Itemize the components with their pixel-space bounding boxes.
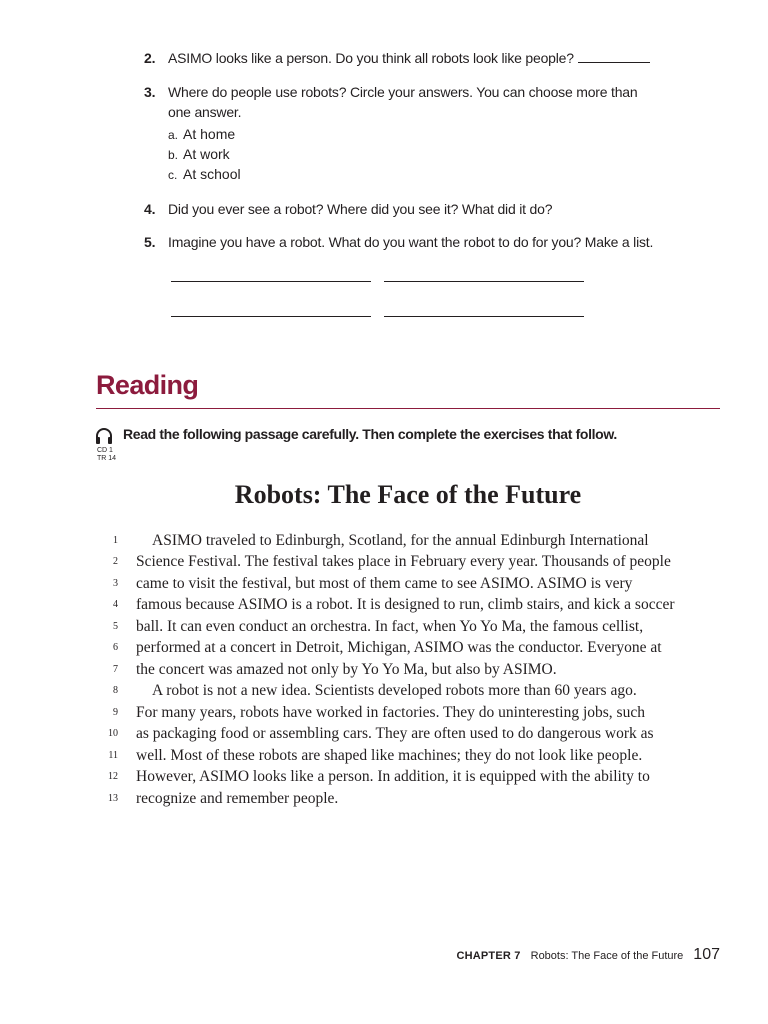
line-number: 10	[108, 728, 118, 739]
cd-label: CD 1	[97, 447, 113, 454]
line-text: ball. It can even conduct an orchestra. In fact, when Yo Yo Ma, the famous cellist,	[136, 618, 644, 635]
list-answer-line[interactable]	[171, 316, 371, 317]
line-text: famous because ASIMO is a robot. It is designed to run, climb stairs, and kick a soccer	[136, 596, 675, 613]
option-text: At work	[183, 146, 230, 162]
headphones-icon	[94, 426, 114, 446]
line-text: ASIMO traveled to Edinburgh, Scotland, for the annual Edinburgh International	[152, 532, 649, 549]
page-footer	[456, 946, 720, 965]
line-number: 6	[113, 642, 118, 653]
passage-line	[0, 530, 768, 551]
section-divider	[96, 408, 720, 409]
question-number: 5.	[144, 234, 156, 250]
passage-line	[0, 745, 768, 766]
passage-line	[0, 594, 768, 615]
option-letter: b.	[168, 148, 179, 162]
option-c[interactable]	[168, 164, 241, 185]
line-number: 1	[113, 535, 118, 546]
question-text: Imagine you have a robot. What do you want the robot to do for you? Make a list.	[168, 234, 654, 250]
question-number: 3.	[144, 84, 156, 100]
line-number: 11	[108, 750, 118, 761]
passage-title: Robots: The Face of the Future	[234, 480, 582, 509]
line-text: came to visit the festival, but most of them came to see ASIMO. ASIMO is very	[136, 575, 633, 592]
line-number: 3	[113, 578, 118, 589]
option-b[interactable]	[168, 144, 230, 165]
line-text: as packaging food or assembling cars. They are often used to do dangerous work as	[136, 725, 654, 742]
question-text: ASIMO looks like a person. Do you think all robots look like people?	[168, 48, 658, 68]
question-text: Where do people use robots? Circle your answers. You can choose more than one answer.	[168, 84, 638, 120]
line-number: 2	[113, 556, 118, 567]
line-number: 8	[113, 685, 118, 696]
option-text: At home	[183, 126, 236, 142]
line-number: 7	[113, 664, 118, 675]
option-a[interactable]	[168, 124, 235, 145]
question-number: 2.	[144, 50, 156, 66]
passage-line	[0, 573, 768, 594]
line-text: A robot is not a new idea. Scientists developed robots more than 60 years ago.	[152, 682, 637, 699]
passage-line	[0, 659, 768, 680]
section-heading: Reading	[96, 370, 199, 400]
line-text: For many years, robots have worked in factories. They do uninteresting jobs, such	[136, 704, 645, 721]
page-number: 107	[693, 946, 720, 963]
reading-instruction: Read the following passage carefully. Then complete the exercises that follow.	[123, 426, 617, 442]
line-number: 9	[113, 707, 118, 718]
passage-line	[0, 551, 768, 572]
line-number: 5	[113, 621, 118, 632]
line-number: 12	[108, 771, 118, 782]
line-text: Science Festival. The festival takes place in February every year. Thousands of people	[136, 553, 671, 570]
list-answer-line[interactable]	[384, 316, 584, 317]
passage-line	[0, 616, 768, 637]
question-text: Did you ever see a robot? Where did you see it? What did it do?	[168, 201, 553, 217]
passage-line	[0, 723, 768, 744]
passage-line	[0, 788, 768, 809]
passage-line	[0, 637, 768, 658]
line-text: performed at a concert in Detroit, Michigan, ASIMO was the conductor. Everyone at	[136, 639, 662, 656]
chapter-title: Robots: The Face of the Future	[530, 950, 684, 962]
list-answer-line[interactable]	[171, 281, 371, 282]
line-text: well. Most of these robots are shaped like machines; they do not look like people.	[136, 747, 643, 764]
option-letter: a.	[168, 128, 179, 142]
line-text: the concert was amazed not only by Yo Yo Ma, but also by ASIMO.	[136, 661, 557, 678]
option-letter: c.	[168, 168, 178, 182]
option-text: At school	[183, 166, 241, 182]
passage-line	[0, 702, 768, 723]
answer-blank[interactable]	[578, 50, 650, 63]
line-text: recognize and remember people.	[136, 790, 339, 807]
line-number: 13	[108, 793, 118, 804]
line-number: 4	[113, 599, 118, 610]
track-label: TR 14	[97, 455, 117, 462]
audio-track-label	[97, 447, 127, 463]
passage-line	[0, 680, 768, 701]
list-answer-line[interactable]	[384, 281, 584, 282]
chapter-label: CHAPTER 7	[456, 950, 521, 962]
line-text: However, ASIMO looks like a person. In addition, it is equipped with the ability to	[136, 768, 650, 785]
passage-line	[0, 766, 768, 787]
question-number: 4.	[144, 201, 156, 217]
